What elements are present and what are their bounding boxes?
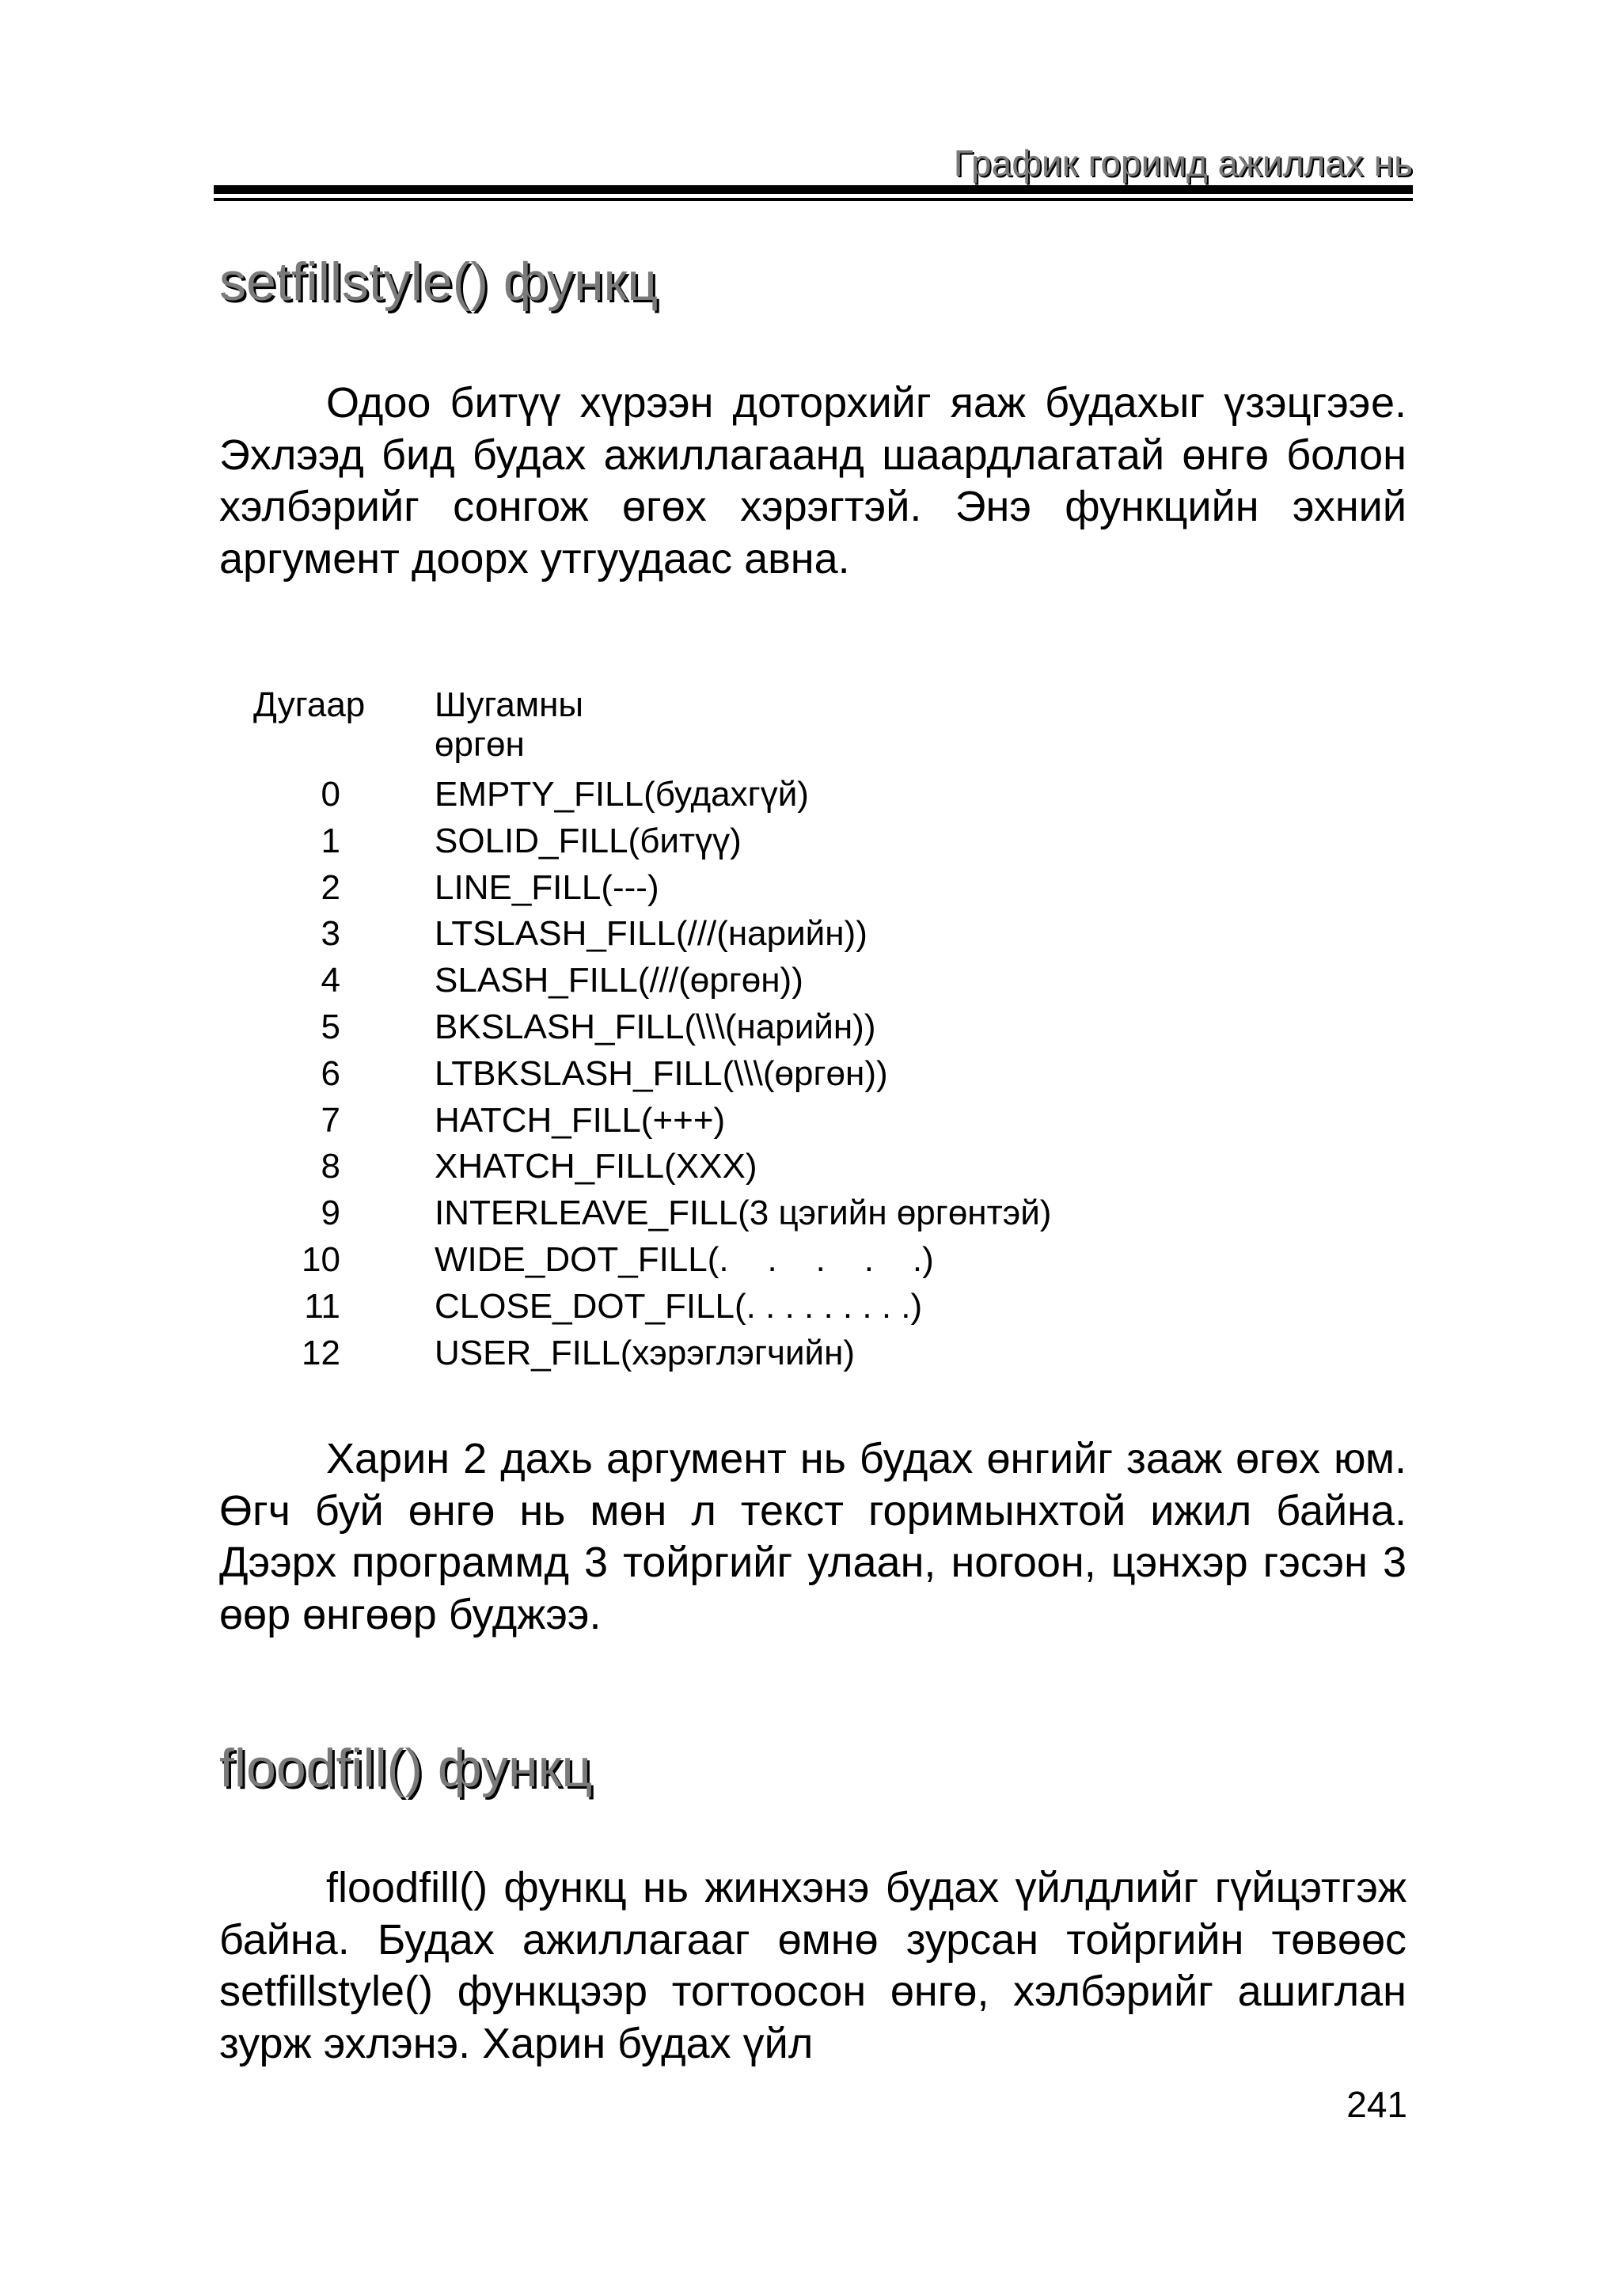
- page-number: 241: [1346, 2084, 1407, 2125]
- header-rule-thick: [214, 185, 1413, 194]
- table-row-fill-name: XHATCH_FILL(XXX): [435, 1147, 757, 1186]
- table-row-fill-name: USER_FILL(хэрэглэгчийн): [435, 1334, 856, 1372]
- table-row-fill-name: LTBKSLASH_FILL(\\\(өргөн)): [435, 1054, 888, 1093]
- table-row-number: 7: [321, 1101, 340, 1140]
- table-row-number: 4: [321, 961, 340, 1000]
- table-row-fill-name: LTSLASH_FILL(///(нарийн)): [435, 914, 867, 953]
- table-row-fill-name: INTERLEAVE_FILL(3 цэгийн өргөнтэй): [435, 1194, 1052, 1232]
- table-row-fill-name: HATCH_FILL(+++): [435, 1101, 726, 1140]
- table-row-fill-name: CLOSE_DOT_FILL(. . . . . . . . .): [435, 1287, 923, 1326]
- table-row-fill-name: BKSLASH_FILL(\\\(нарийн)): [435, 1008, 876, 1046]
- table-row-number: 3: [321, 914, 340, 953]
- table-row-number: 6: [321, 1054, 340, 1093]
- table-header-name: Шугамны өргөн: [435, 685, 584, 764]
- table-row-fill-name: EMPTY_FILL(будахгүй): [435, 775, 809, 814]
- header-rule-thin: [214, 198, 1413, 201]
- paragraph-intro: [219, 378, 1407, 585]
- table-row-number: 0: [321, 775, 340, 814]
- table-row-number: 5: [321, 1008, 340, 1046]
- table-row-number: 9: [321, 1194, 340, 1232]
- table-row-number: 1: [321, 822, 340, 860]
- table-row-number: 2: [321, 868, 340, 907]
- table-row-fill-name: SLASH_FILL(///(өргөн)): [435, 961, 803, 1000]
- paragraph-floodfill: [219, 1862, 1407, 2070]
- paragraph-color-argument: [219, 1433, 1407, 1641]
- table-row-fill-name: LINE_FILL(---): [435, 868, 659, 907]
- section-title-setfillstyle: setfillstyle() функц: [219, 252, 659, 312]
- table-header-number: Дугаар: [253, 685, 366, 724]
- paragraph-color-argument-text: Харин 2 дахь аргумент нь будах өнгийг зааж өгөх юм. Өгч буй өнгө нь мөн л текст горимынхтой ижил байна. Дээрх программд 3 тойргийг улаан, ногоон, цэнхэр гэсэн 3 өөр өнгөөр буджээ.: [219, 1435, 1407, 1638]
- table-row-fill-name: SOLID_FILL(битүү): [435, 822, 742, 860]
- running-header: График горимд ажиллах нь: [953, 142, 1413, 184]
- paragraph-intro-text: Одоо битүү хүрээн доторхийг яаж будахыг үзэцгээе. Эхлээд бид будах ажиллагаанд шаардлагатай өнгө болон хэлбэрийг сонгож өгөх хэрэгтэй. Энэ функцийн эхний аргумент доорх утгуудаас авна.: [219, 379, 1407, 583]
- table-row-number: 8: [321, 1147, 340, 1186]
- table-row-number: 12: [302, 1334, 340, 1372]
- paragraph-floodfill-text: floodfill() функц нь жинхэнэ будах үйлдлийг гүйцэтгэж байна. Будах ажиллагааг өмнө зурсан тойргийн төвөөс setfillstyle() функцээр тогтоосон өнгө, хэлбэрийг ашиглан зурж эхлэнэ. Харин будах үйл: [219, 1864, 1407, 2067]
- table-row-number: 10: [302, 1240, 340, 1279]
- table-row-number: 11: [304, 1287, 340, 1326]
- section-title-floodfill: floodfill() функц: [219, 1738, 593, 1798]
- table-row-fill-name: WIDE_DOT_FILL(. . . . .): [435, 1240, 934, 1279]
